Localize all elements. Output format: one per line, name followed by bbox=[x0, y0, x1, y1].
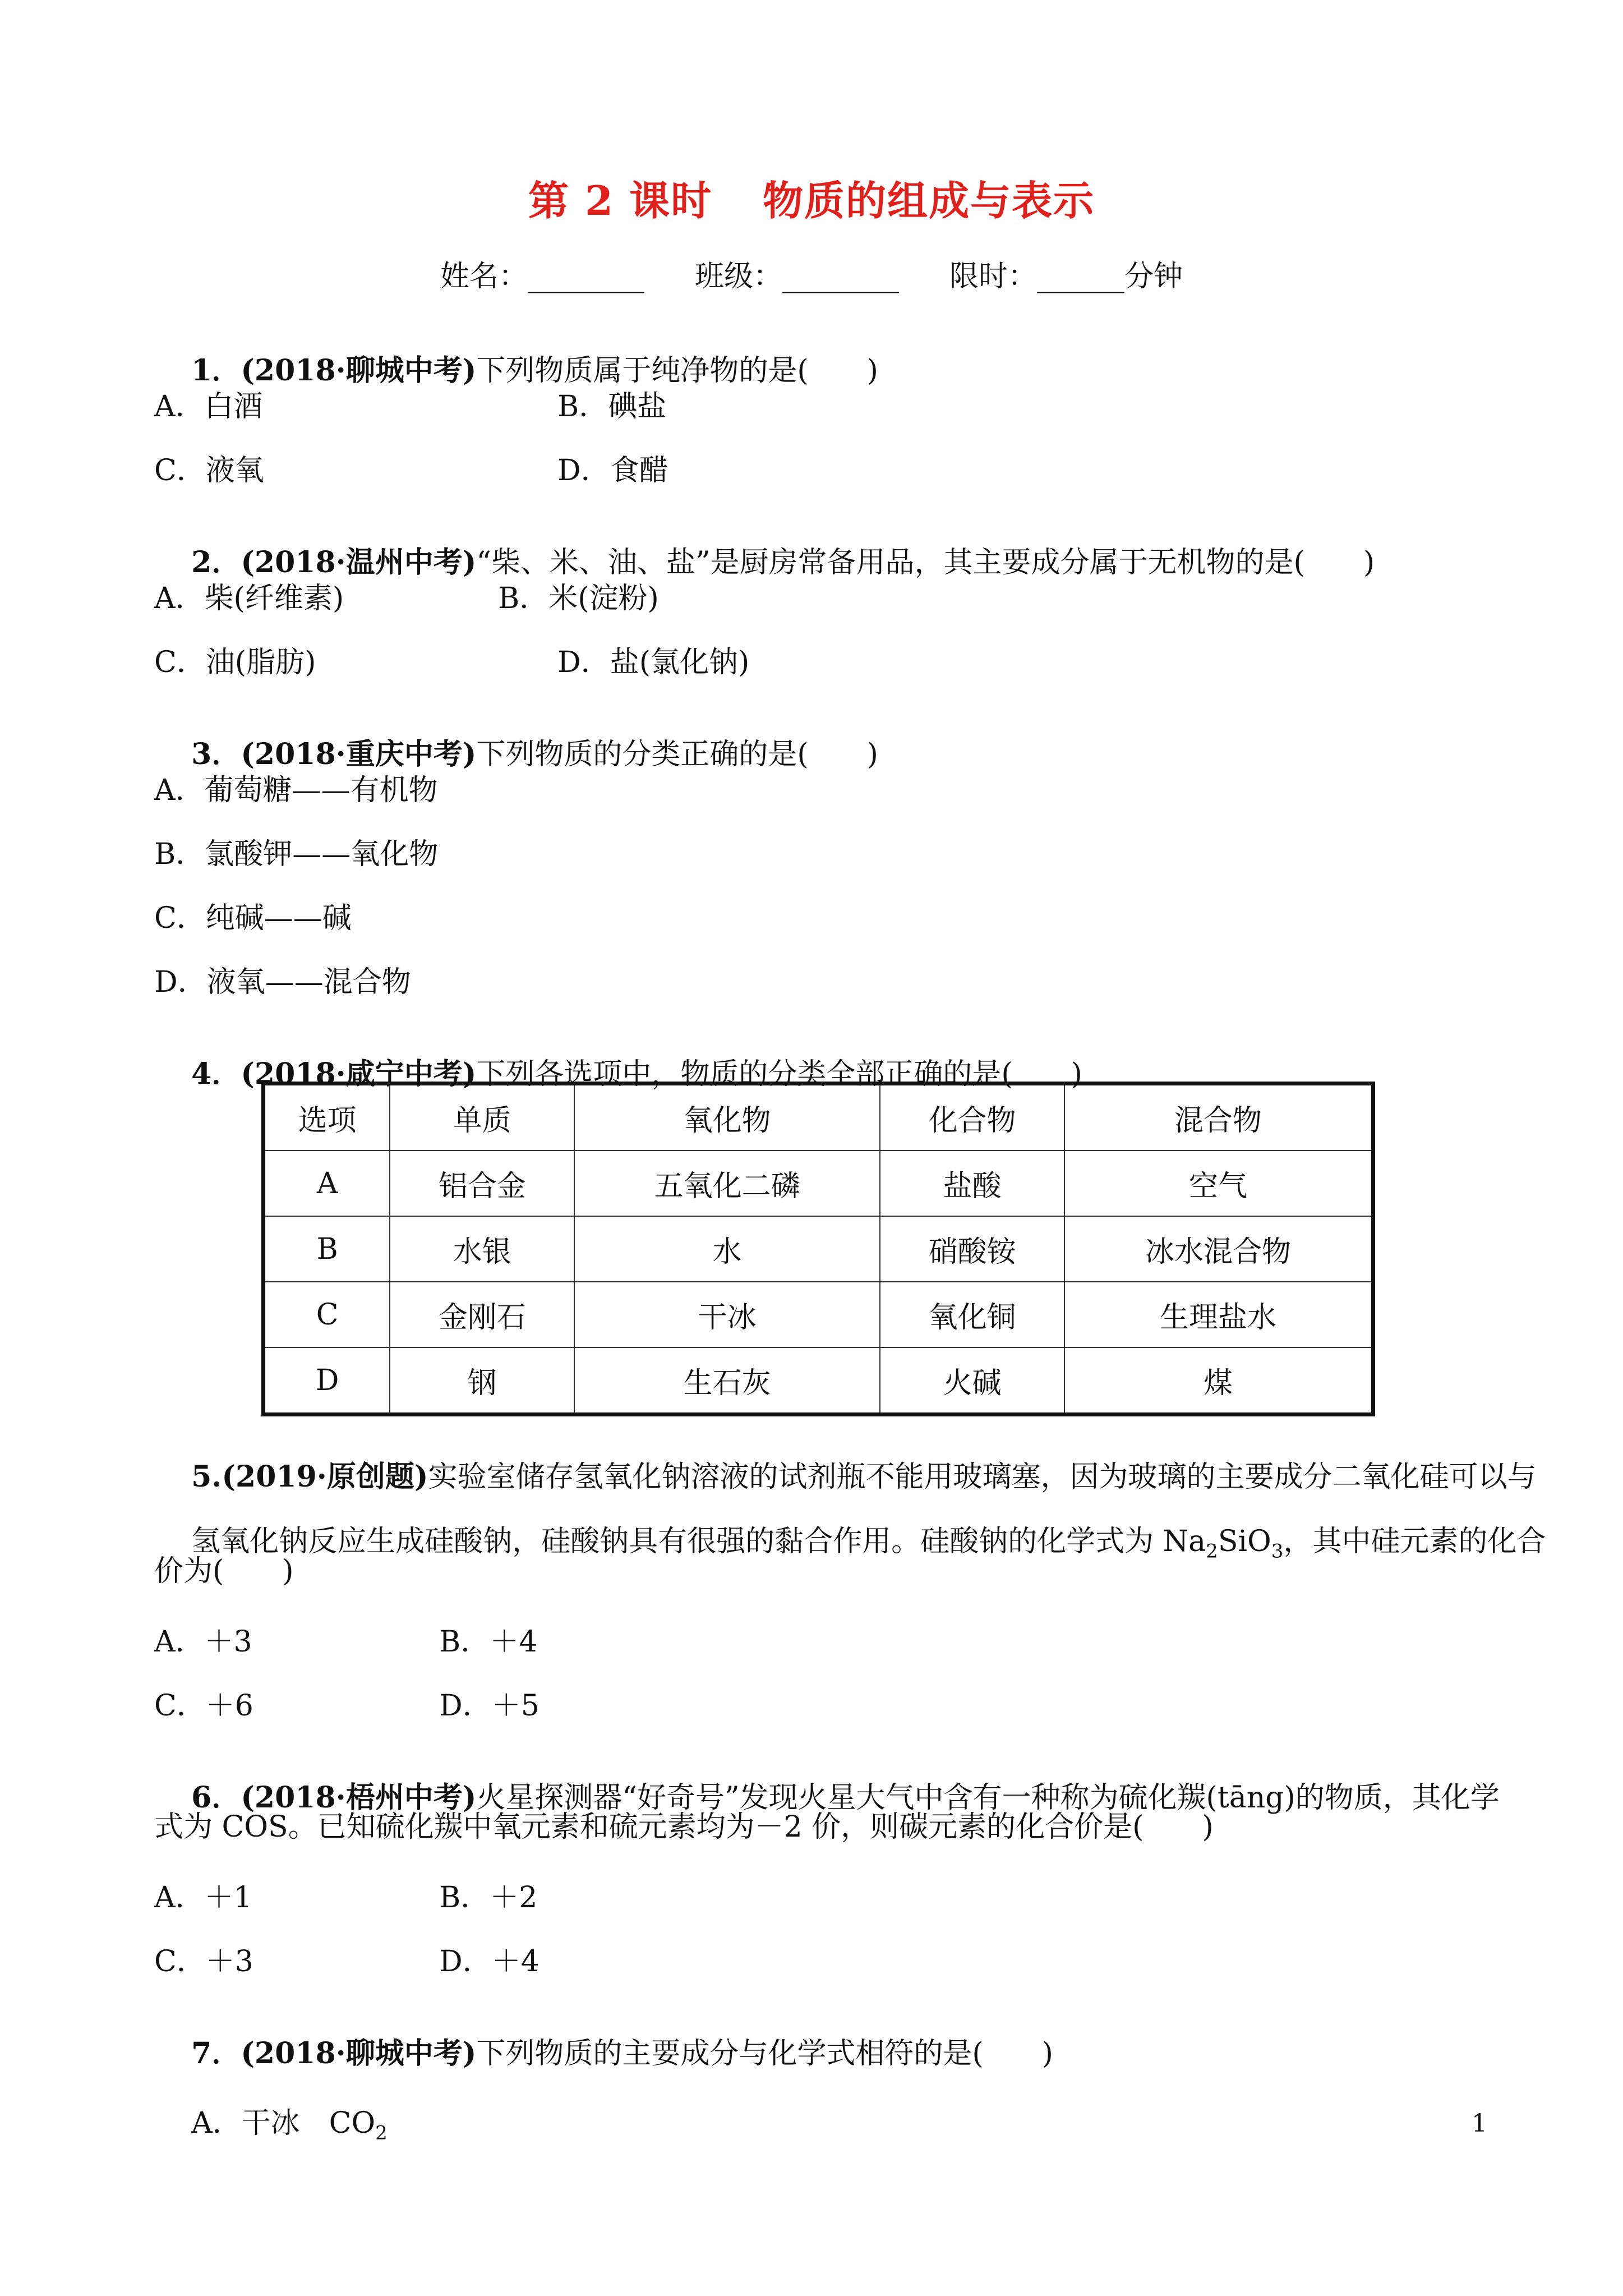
question-7-source: (2018·聊城中考) bbox=[241, 2036, 477, 2071]
question-6-option-d: D．＋4 bbox=[439, 1945, 540, 1978]
table-cell: 干冰 bbox=[574, 1282, 880, 1347]
table-cell: 铝合金 bbox=[390, 1151, 574, 1216]
question-5-line-2-c: ，其中硅元素的化合 bbox=[1283, 1525, 1546, 1559]
table-header-cell: 混合物 bbox=[1064, 1084, 1373, 1151]
title-topic: 物质的组成与表示 bbox=[763, 177, 1095, 224]
question-2-text: “柴、米、油、盐”是厨房常备用品，其主要成分属于无机物的是( ) bbox=[476, 546, 1375, 580]
question-5-subscript-2: 3 bbox=[1271, 1540, 1284, 1563]
table-cell: 空气 bbox=[1064, 1151, 1373, 1216]
question-6-source: (2018·梧州中考) bbox=[241, 1780, 477, 1815]
question-2-source: (2018·温州中考) bbox=[241, 545, 477, 580]
question-1-option-d: D．食醋 bbox=[557, 454, 668, 487]
question-7-text: 下列物质的主要成分与化学式相符的是( ) bbox=[476, 2037, 1053, 2071]
question-2-option-b: B．米(淀粉) bbox=[498, 582, 659, 615]
title-lesson: 第 2 课时 bbox=[528, 177, 713, 224]
question-1-option-a: A．白酒 bbox=[154, 390, 263, 424]
question-1-option-b: B．碘盐 bbox=[557, 390, 667, 424]
table-cell: A bbox=[264, 1151, 390, 1216]
question-5-option-c: C．＋6 bbox=[154, 1689, 253, 1723]
table-cell: 五氧化二磷 bbox=[574, 1151, 880, 1216]
question-1-option-c: C．液氧 bbox=[154, 454, 264, 487]
question-2-number: 2． bbox=[191, 545, 241, 580]
class-blank[interactable]: ________ bbox=[782, 260, 899, 293]
table-header-cell: 化合物 bbox=[880, 1084, 1064, 1151]
table-cell: 钢 bbox=[390, 1347, 574, 1415]
table-cell: 火碱 bbox=[880, 1347, 1064, 1415]
time-label: 限时： bbox=[949, 260, 1038, 293]
table-header-cell: 单质 bbox=[390, 1084, 574, 1151]
table-header-row bbox=[264, 1084, 1373, 1151]
question-6-line-1: 火星探测器“好奇号”发现火星大气中含有一种称为硫化羰(tāng)的物质，其化学 bbox=[476, 1781, 1500, 1815]
question-6-option-c: C．＋3 bbox=[154, 1945, 253, 1978]
table-cell: 生理盐水 bbox=[1064, 1282, 1373, 1347]
question-7-option-a-text: A．干冰 CO bbox=[191, 2106, 376, 2140]
table-header-cell: 氧化物 bbox=[574, 1084, 880, 1151]
question-6-option-b: B．＋2 bbox=[439, 1881, 538, 1915]
table-cell: 生石灰 bbox=[574, 1347, 880, 1415]
table-cell: C bbox=[264, 1282, 390, 1347]
student-info-line bbox=[0, 252, 1623, 295]
table-cell: 金刚石 bbox=[390, 1282, 574, 1347]
question-4-number: 4． bbox=[191, 1057, 241, 1092]
question-2-option-d: D．盐(氯化钠) bbox=[557, 646, 750, 679]
question-6-line-2: 式为 COS。已知硫化羰中氧元素和硫元素均为－2 价，则碳元素的化合价是( ) bbox=[154, 1810, 1214, 1844]
page-number: 1 bbox=[1472, 2109, 1487, 2138]
question-4-text: 下列各选项中，物质的分类全部正确的是( ) bbox=[476, 1057, 1082, 1092]
question-5-line-3: 价为( ) bbox=[154, 1554, 294, 1588]
question-7-option-a bbox=[154, 2065, 388, 2178]
question-3-option-a: A．葡萄糖——有机物 bbox=[154, 774, 438, 807]
table-cell: D bbox=[264, 1347, 390, 1415]
question-1-source: (2018·聊城中考) bbox=[241, 353, 477, 388]
question-5-line-2-a: 氢氧化钠反应生成硅酸钠，硅酸钠具有很强的黏合作用。硅酸钠的化学式为 Na bbox=[191, 1525, 1206, 1559]
table-cell: 水 bbox=[574, 1216, 880, 1282]
question-5-option-b: B．＋4 bbox=[439, 1625, 538, 1659]
table-header-cell: 选项 bbox=[264, 1084, 390, 1151]
table-row bbox=[264, 1282, 1373, 1347]
question-6-number: 6． bbox=[191, 1780, 241, 1815]
table-cell: 冰水混合物 bbox=[1064, 1216, 1373, 1282]
question-5-subscript-1: 2 bbox=[1206, 1540, 1218, 1563]
page-title bbox=[0, 168, 1623, 227]
question-3-number: 3． bbox=[191, 737, 241, 772]
name-label: 姓名： bbox=[440, 260, 528, 293]
question-5-option-a: A．＋3 bbox=[154, 1625, 252, 1659]
class-label: 班级： bbox=[694, 260, 782, 293]
table-cell: 水银 bbox=[390, 1216, 574, 1282]
table-row bbox=[264, 1216, 1373, 1282]
question-5-source: (2019·原创题) bbox=[222, 1460, 428, 1494]
question-5-line-2-b: SiO bbox=[1218, 1525, 1271, 1559]
table-cell: 硝酸铵 bbox=[880, 1216, 1064, 1282]
question-3-option-d: D．液氧——混合物 bbox=[154, 965, 411, 999]
question-3-option-c: C．纯碱——碱 bbox=[154, 901, 352, 935]
question-3-option-b: B．氯酸钾——氧化物 bbox=[154, 838, 439, 871]
table-cell: 盐酸 bbox=[880, 1151, 1064, 1216]
table-cell: 氧化铜 bbox=[880, 1282, 1064, 1347]
table-row bbox=[264, 1151, 1373, 1216]
question-3-text: 下列物质的分类正确的是( ) bbox=[476, 738, 878, 772]
question-1-text: 下列物质属于纯净物的是( ) bbox=[476, 354, 878, 388]
question-6-option-a: A．＋1 bbox=[154, 1881, 252, 1915]
table-cell: B bbox=[264, 1216, 390, 1282]
time-blank[interactable]: ______ bbox=[1037, 260, 1125, 293]
question-4-source: (2018·咸宁中考) bbox=[241, 1057, 477, 1092]
question-5-option-d: D．＋5 bbox=[439, 1689, 540, 1723]
question-2-option-c: C．油(脂肪) bbox=[154, 646, 316, 679]
question-3-source: (2018·重庆中考) bbox=[241, 737, 477, 772]
classification-table bbox=[261, 1082, 1375, 1416]
question-2-option-a: A．柴(纤维素) bbox=[154, 582, 344, 615]
question-1-number: 1． bbox=[191, 353, 241, 388]
name-blank[interactable]: ________ bbox=[527, 260, 644, 293]
question-7-option-a-subscript: 2 bbox=[375, 2122, 388, 2145]
time-unit: 分钟 bbox=[1124, 260, 1183, 293]
question-7-number: 7． bbox=[191, 2036, 241, 2071]
question-5-line-2 bbox=[154, 1489, 1546, 1598]
question-5-line-1: 实验室储存氢氧化钠溶液的试剂瓶不能用玻璃塞，因为玻璃的主要成分二氧化硅可以与 bbox=[428, 1460, 1537, 1494]
table-cell: 煤 bbox=[1064, 1347, 1373, 1415]
question-5-number: 5. bbox=[191, 1460, 222, 1494]
table-row bbox=[264, 1347, 1373, 1415]
